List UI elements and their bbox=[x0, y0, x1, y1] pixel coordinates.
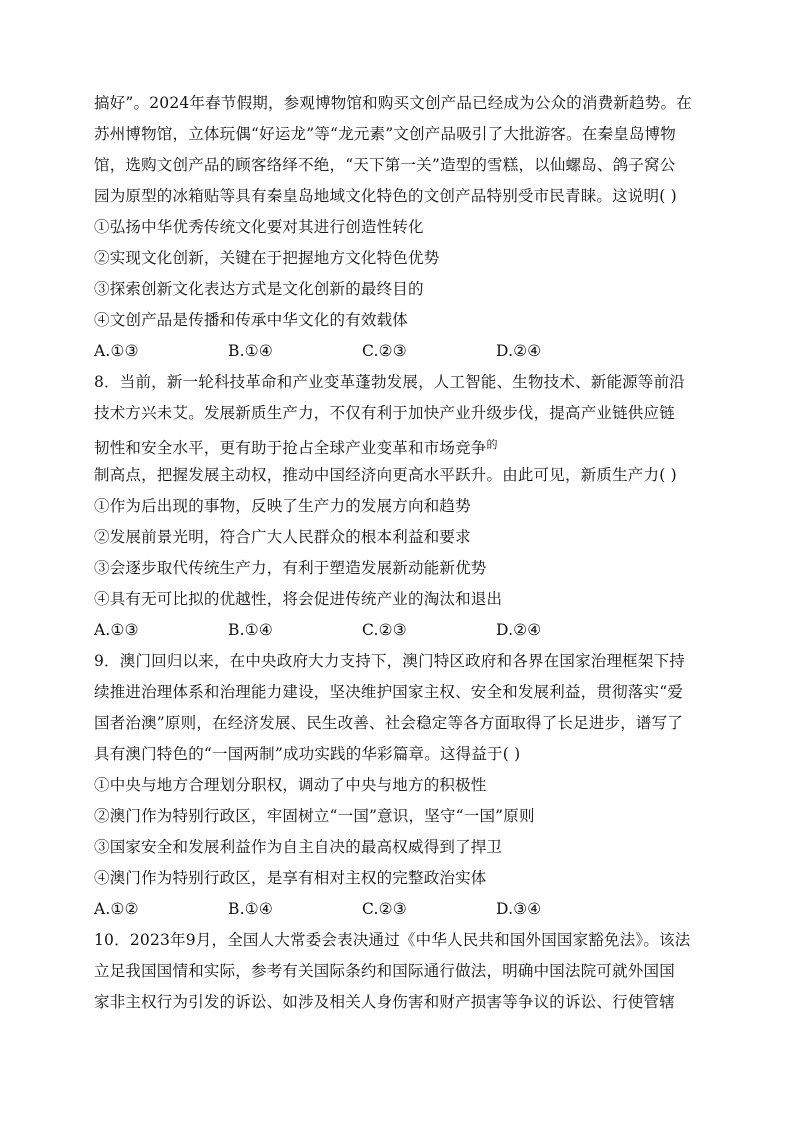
text-line bbox=[94, 274, 700, 305]
text-line-content: ①作为后出现的事物，反映了生产力的发展方向和趋势 bbox=[94, 497, 471, 515]
text-line bbox=[94, 119, 700, 150]
answer-options bbox=[94, 615, 700, 646]
text-line bbox=[94, 584, 700, 615]
text-line-content: 技术方兴未艾。发展新质生产力，不仅有利于加快产业升级步伐，提高产业链供应链 bbox=[94, 404, 675, 422]
text-line bbox=[94, 677, 700, 708]
text-line bbox=[94, 212, 700, 243]
text-line-content: ①弘扬中华优秀传统文化要对其进行创造性转化 bbox=[94, 218, 424, 236]
answer-option: C.②③ bbox=[362, 900, 407, 918]
text-line-content: 续推进治理体系和治理能力建设，坚决维护国家主权、安全和发展利益，贯彻落实“爱 bbox=[94, 683, 684, 701]
text-line bbox=[94, 398, 700, 429]
text-line-content: 8．当前，新一轮科技革命和产业变革蓬勃发展，人工智能、生物技术、新能源等前沿 bbox=[94, 373, 685, 391]
text-line bbox=[94, 88, 700, 119]
answer-options bbox=[94, 336, 700, 367]
text-line-content: 9．澳门回归以来，在中央政府大力支持下，澳门特区政府和各界在国家治理框架下持 bbox=[94, 652, 685, 670]
text-line-content: ④澳门作为特别行政区，是享有相对主权的完整政治实体 bbox=[94, 869, 487, 887]
text-line bbox=[94, 987, 700, 1018]
text-line-content: ④文创产品是传播和传承中华文化的有效载体 bbox=[94, 311, 409, 329]
text-line-content: ①中央与地方合理划分职权，调动了中央与地方的积极性 bbox=[94, 776, 487, 794]
text-line bbox=[94, 243, 700, 274]
text-line-content: ③国家安全和发展利益作为自主自决的最高权威得到了捍卫 bbox=[94, 838, 503, 856]
text-line bbox=[94, 708, 700, 739]
text-line bbox=[94, 925, 700, 956]
text-line-content: 立足我国国情和实际，参考有关国际条约和国际通行做法，明确中国法院可就外国国 bbox=[94, 962, 675, 980]
text-line-content: ②发展前景光明，符合广大人民群众的根本利益和要求 bbox=[94, 528, 471, 546]
text-line-content: 韧性和安全水平，更有助于抢占全球产业变革和市场竞争 bbox=[94, 439, 487, 457]
text-line-content: 国者治澳”原则，在经济发展、民生改善、社会稳定等各方面取得了长足进步，谱写了 bbox=[94, 714, 684, 732]
superscript-char: 的 bbox=[486, 438, 498, 451]
text-line-content: 具有澳门特色的“一国两制”成功实践的华彩篇章。这得益于( ) bbox=[94, 745, 521, 763]
text-line bbox=[94, 646, 700, 677]
answer-option: D.②④ bbox=[496, 621, 542, 639]
text-line-content: ②澳门作为特别行政区，牢固树立“一国”意识，坚守“一国”原则 bbox=[94, 807, 535, 825]
answer-option: A.①② bbox=[94, 900, 139, 918]
text-line bbox=[94, 956, 700, 987]
answer-option: B.①④ bbox=[228, 342, 273, 360]
text-line-content: ④具有无可比拟的优越性，将会促进传统产业的淘汰和退出 bbox=[94, 590, 503, 608]
text-line-content: ②实现文化创新，关键在于把握地方文化特色优势 bbox=[94, 249, 440, 267]
text-line bbox=[94, 460, 700, 491]
text-line-content: 家非主权行为引发的诉讼、如涉及相关人身伤害和财产损害等争议的诉讼、行使管辖 bbox=[94, 993, 675, 1011]
answer-option: C.②③ bbox=[362, 621, 407, 639]
question-text bbox=[94, 88, 700, 1018]
answer-option: D.②④ bbox=[496, 342, 542, 360]
text-line-content: 园为原型的冰箱贴等具有秦皇岛地域文化特色的文创产品特别受市民青睐。这说明( ) bbox=[94, 187, 677, 205]
text-line bbox=[94, 150, 700, 181]
text-line bbox=[94, 801, 700, 832]
text-line-content: ③会逐步取代传统生产力，有利于塑造发展新动能新优势 bbox=[94, 559, 487, 577]
text-line bbox=[94, 491, 700, 522]
text-line bbox=[94, 770, 700, 801]
text-line bbox=[94, 863, 700, 894]
text-line bbox=[94, 305, 700, 336]
text-line-content: 馆，选购文创产品的顾客络绎不绝，“天下第一关”造型的雪糕，以仙螺岛、鸽子窝公 bbox=[94, 156, 676, 174]
answer-option: A.①③ bbox=[94, 342, 139, 360]
text-line bbox=[94, 832, 700, 863]
answer-option: B.①④ bbox=[228, 621, 273, 639]
text-line bbox=[94, 739, 700, 770]
answer-option: D.③④ bbox=[496, 900, 542, 918]
text-line-content: 10．2023年9月，全国人大常委会表决通过《中华人民共和国外国国家豁免法》。该法 bbox=[94, 931, 691, 949]
answer-options bbox=[94, 894, 700, 925]
text-line bbox=[94, 429, 700, 460]
answer-option: B.①④ bbox=[228, 900, 273, 918]
answer-option: A.①③ bbox=[94, 621, 139, 639]
text-line-content: ③探索创新文化表达方式是文化创新的最终目的 bbox=[94, 280, 424, 298]
text-line-content: 搞好”。2024年春节假期，参观博物馆和购买文创产品已经成为公众的消费新趋势。在 bbox=[94, 94, 692, 112]
text-line-content: 苏州博物馆，立体玩偶“好运龙”等“龙元素”文创产品吸引了大批游客。在秦皇岛博物 bbox=[94, 125, 676, 143]
text-line bbox=[94, 553, 700, 584]
answer-option: C.②③ bbox=[362, 342, 407, 360]
text-line bbox=[94, 367, 700, 398]
text-line-content: 制高点，把握发展主动权，推动中国经济向更高水平跃升。由此可见，新质生产力( ) bbox=[94, 466, 677, 484]
text-line bbox=[94, 181, 700, 212]
text-line bbox=[94, 522, 700, 553]
